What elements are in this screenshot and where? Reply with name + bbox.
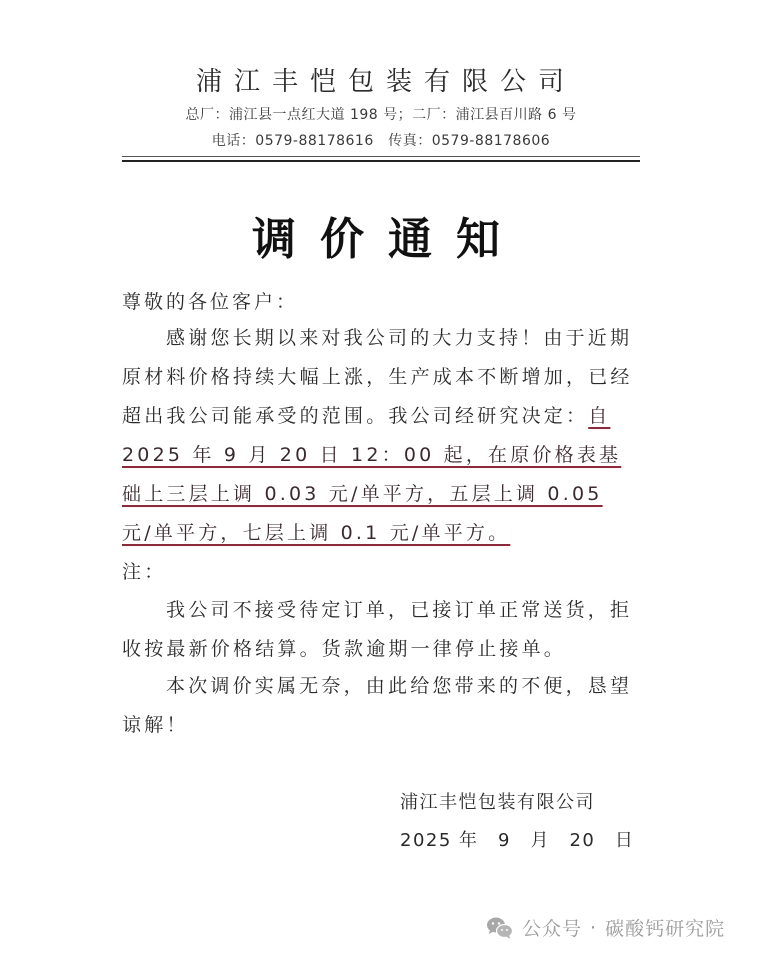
paragraph-note-orders-text: 我公司不接受待定订单，已接订单正常送货，拒收按最新价格结算。货款逾期一律停止接单。 [122,599,633,660]
company-name: 浦江丰恺包装有限公司 [195,67,576,97]
salutation: 尊敬的各位客户： [122,291,299,313]
wechat-icon [486,916,514,940]
paragraph-main [122,319,642,553]
watermark-account: 碳酸钙研究院 [605,918,726,940]
signature-date: 2025 年 9 月 20 日 [400,830,635,851]
note-label: 注： [122,561,167,583]
signature-block [400,784,634,860]
paragraph-apology [122,667,642,745]
price-adjustment-highlight: 自 2025 年 9 月 20 日 12：00 起，在原价格表基础上三层上调 0.03 元/单平方，五层上调 0.05 元/单平方，七层上调 0.1 元/单平方。 [122,405,622,544]
letterhead [122,62,640,154]
document-title: 调价通知 [252,214,524,265]
paragraph-main-intro: 感谢您长期以来对我公司的大力支持！由于近期原材料价格持续大幅上涨，生产成本不断增加，已经超出我公司能承受的范围。我公司经研究决定： [122,327,633,427]
watermark-separator: · [590,916,598,939]
paragraph-apology-text: 本次调价实属无奈，由此给您带来的不便，恳望谅解！ [122,675,633,736]
paragraph-note-orders [122,591,642,669]
watermark-label: 公众号 [522,918,583,940]
watermark [486,914,725,941]
company-contact: 电话：0579-88178616 传真：0579-88178606 [211,133,551,149]
letterhead-divider [122,156,640,162]
signature-company: 浦江丰恺包装有限公司 [400,792,595,813]
company-address: 总厂：浦江县一点红大道 198 号；二厂：浦江县百川路 6 号 [185,107,577,123]
